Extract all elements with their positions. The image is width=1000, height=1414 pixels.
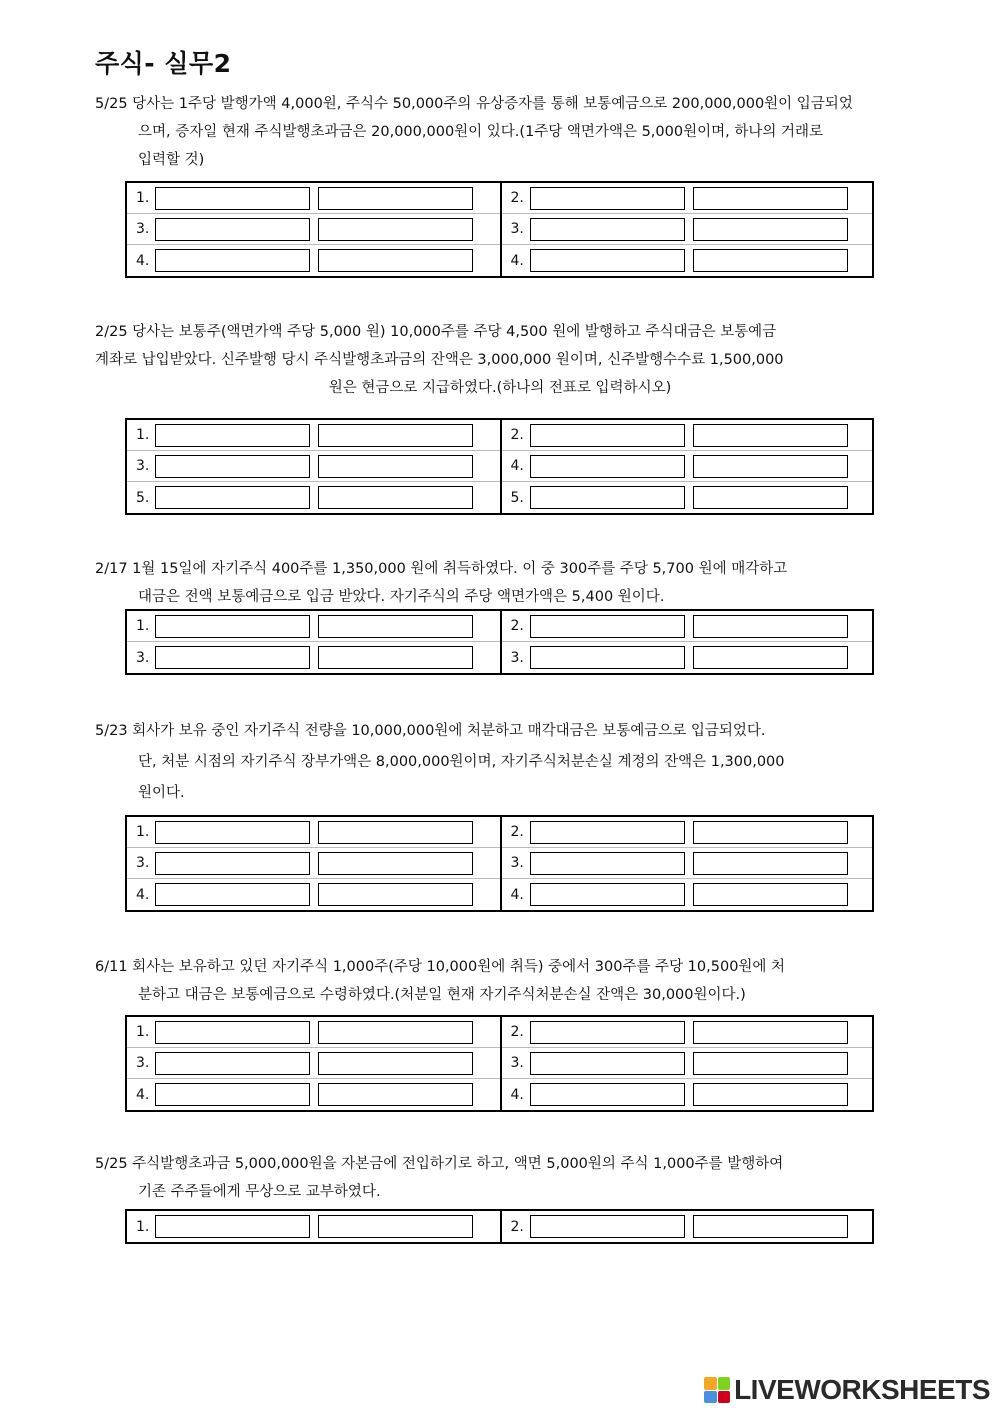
answer-row xyxy=(502,482,873,513)
row-number: 1. xyxy=(136,190,150,206)
debit-column xyxy=(127,1017,500,1110)
account-input[interactable] xyxy=(155,821,310,844)
question-line: 입력할 것) xyxy=(138,152,205,168)
amount-input[interactable] xyxy=(693,249,848,272)
amount-input[interactable] xyxy=(318,852,473,875)
account-input[interactable] xyxy=(530,218,685,241)
answer-row xyxy=(502,1211,873,1242)
row-number: 1. xyxy=(136,427,150,443)
question-line: 원이다. xyxy=(138,785,185,801)
row-number: 2. xyxy=(510,190,524,206)
answer-row xyxy=(502,1017,873,1048)
amount-input[interactable] xyxy=(693,187,848,210)
liveworksheets-logo xyxy=(704,1374,990,1406)
answer-row xyxy=(502,214,873,245)
row-number: 5. xyxy=(136,489,150,506)
account-input[interactable] xyxy=(530,1215,685,1238)
answer-row xyxy=(127,1211,500,1242)
credit-column xyxy=(500,817,873,910)
amount-input[interactable] xyxy=(693,218,848,241)
account-input[interactable] xyxy=(155,249,310,272)
answer-row xyxy=(127,1048,500,1079)
amount-input[interactable] xyxy=(318,1052,473,1075)
account-input[interactable] xyxy=(155,1052,310,1075)
row-number: 3. xyxy=(510,649,524,666)
amount-input[interactable] xyxy=(318,424,473,447)
answer-row xyxy=(502,611,873,642)
answer-row xyxy=(502,245,873,276)
question-5 xyxy=(95,953,905,1009)
answer-grid-5 xyxy=(125,1015,874,1112)
answer-row xyxy=(127,214,500,245)
account-input[interactable] xyxy=(155,1083,310,1106)
row-number: 4. xyxy=(136,252,150,269)
amount-input[interactable] xyxy=(318,187,473,210)
account-input[interactable] xyxy=(155,424,310,447)
account-input[interactable] xyxy=(530,249,685,272)
amount-input[interactable] xyxy=(693,615,848,638)
answer-row xyxy=(502,1048,873,1079)
logo-square xyxy=(704,1391,717,1404)
question-line: 분하고 대금은 보통예금으로 수령하였다.(처분일 현재 자기주식처분손실 잔액은 30,000원이다.) xyxy=(138,987,746,1003)
answer-row xyxy=(127,1017,500,1048)
row-number: 5. xyxy=(510,489,524,506)
logo-text: LIVEWORKSHEETS xyxy=(734,1374,990,1405)
answer-row xyxy=(127,879,500,910)
question-4 xyxy=(95,716,905,809)
account-input[interactable] xyxy=(530,883,685,906)
row-number: 2. xyxy=(510,618,524,634)
amount-input[interactable] xyxy=(693,852,848,875)
row-number: 1. xyxy=(136,1218,150,1235)
question-line: 원은 현금으로 지급하였다.(하나의 전표로 입력하시오) xyxy=(328,380,672,396)
account-input[interactable] xyxy=(155,852,310,875)
account-input[interactable] xyxy=(155,218,310,241)
debit-column xyxy=(127,817,500,910)
row-number: 4. xyxy=(510,886,524,903)
account-input[interactable] xyxy=(155,615,310,638)
amount-input[interactable] xyxy=(693,646,848,669)
row-number: 4. xyxy=(136,1086,150,1103)
answer-row xyxy=(502,642,873,673)
question-line: 2/25 당사는 보통주(액면가액 주당 5,000 원) 10,000주를 주당 4,500 원에 발행하고 주식대금은 보통예금 xyxy=(95,324,777,340)
row-number: 4. xyxy=(510,1086,524,1103)
account-input[interactable] xyxy=(530,1083,685,1106)
account-input[interactable] xyxy=(155,1021,310,1044)
question-line: 2/17 1월 15일에 자기주식 400주를 1,350,000 원에 취득하였다. 이 중 300주를 주당 5,700 원에 매각하고 xyxy=(95,561,788,577)
row-number: 1. xyxy=(136,618,150,634)
row-number: 4. xyxy=(510,458,524,474)
amount-input[interactable] xyxy=(693,1083,848,1106)
debit-column xyxy=(127,183,500,276)
answer-grid-6 xyxy=(125,1209,874,1244)
credit-column xyxy=(500,420,873,513)
credit-column xyxy=(500,1017,873,1110)
question-2 xyxy=(95,318,905,402)
amount-input[interactable] xyxy=(693,486,848,509)
row-number: 3. xyxy=(510,221,524,237)
amount-input[interactable] xyxy=(318,249,473,272)
amount-input[interactable] xyxy=(318,486,473,509)
question-line: 계좌로 납입받았다. 신주발행 당시 주식발행초과금의 잔액은 3,000,000 원이며, 신주발행수수료 1,500,000 xyxy=(95,352,784,368)
question-line: 으며, 증자일 현재 주식발행초과금은 20,000,000원이 있다.(1주당 액면가액은 5,000원이며, 하나의 거래로 xyxy=(138,124,823,140)
answer-row xyxy=(502,848,873,879)
answer-row xyxy=(127,245,500,276)
account-input[interactable] xyxy=(155,455,310,478)
account-input[interactable] xyxy=(530,615,685,638)
answer-grid-3 xyxy=(125,609,874,675)
row-number: 4. xyxy=(136,886,150,903)
answer-row xyxy=(502,1079,873,1110)
amount-input[interactable] xyxy=(318,1215,473,1238)
account-input[interactable] xyxy=(155,883,310,906)
logo-square xyxy=(718,1377,731,1390)
credit-column xyxy=(500,1211,873,1242)
question-line: 대금은 전액 보통예금으로 입금 받았다. 자기주식의 주당 액면가액은 5,400 원이다. xyxy=(138,589,665,605)
row-number: 2. xyxy=(510,1218,524,1235)
account-input[interactable] xyxy=(530,852,685,875)
amount-input[interactable] xyxy=(693,1021,848,1044)
logo-square xyxy=(718,1391,731,1404)
page-title: 주식- 실무2 xyxy=(95,49,232,78)
amount-input[interactable] xyxy=(318,1083,473,1106)
row-number: 1. xyxy=(136,824,150,840)
account-input[interactable] xyxy=(530,424,685,447)
account-input[interactable] xyxy=(530,1021,685,1044)
amount-input[interactable] xyxy=(693,883,848,906)
debit-column xyxy=(127,611,500,673)
amount-input[interactable] xyxy=(693,424,848,447)
logo-square xyxy=(704,1377,717,1390)
row-number: 2. xyxy=(510,1024,524,1040)
row-number: 3. xyxy=(510,855,524,871)
question-line: 5/25 주식발행초과금 5,000,000원을 자본금에 전입하기로 하고, 액면 5,000원의 주식 1,000주를 발행하여 xyxy=(95,1156,784,1172)
row-number: 3. xyxy=(136,458,150,474)
row-number: 3. xyxy=(510,1055,524,1071)
amount-input[interactable] xyxy=(318,646,473,669)
question-line: 5/23 회사가 보유 중인 자기주식 전량을 10,000,000원에 처분하고 매각대금은 보통예금으로 입금되었다. xyxy=(95,723,766,739)
account-input[interactable] xyxy=(530,187,685,210)
amount-input[interactable] xyxy=(318,883,473,906)
answer-row xyxy=(127,611,500,642)
answer-row xyxy=(127,451,500,482)
question-3 xyxy=(95,555,905,611)
amount-input[interactable] xyxy=(693,455,848,478)
account-input[interactable] xyxy=(530,455,685,478)
answer-row xyxy=(502,183,873,214)
amount-input[interactable] xyxy=(318,1021,473,1044)
amount-input[interactable] xyxy=(693,1215,848,1238)
account-input[interactable] xyxy=(155,187,310,210)
row-number: 3. xyxy=(136,221,150,237)
account-input[interactable] xyxy=(530,646,685,669)
amount-input[interactable] xyxy=(318,615,473,638)
debit-column xyxy=(127,420,500,513)
credit-column xyxy=(500,611,873,673)
logo-mark-icon xyxy=(704,1377,730,1403)
account-input[interactable] xyxy=(155,486,310,509)
answer-row xyxy=(127,848,500,879)
answer-grid-2 xyxy=(125,418,874,515)
question-line: 5/25 당사는 1주당 발행가액 4,000원, 주식수 50,000주의 유상증자를 통해 보통예금으로 200,000,000원이 입금되었 xyxy=(95,96,853,112)
question-1 xyxy=(95,90,905,174)
row-number: 1. xyxy=(136,1024,150,1040)
row-number: 3. xyxy=(136,855,150,871)
answer-row xyxy=(502,879,873,910)
row-number: 2. xyxy=(510,824,524,840)
account-input[interactable] xyxy=(530,1052,685,1075)
answer-row xyxy=(127,183,500,214)
question-line: 단, 처분 시점의 자기주식 장부가액은 8,000,000원이며, 자기주식처분손실 계정의 잔액은 1,300,000 xyxy=(138,754,785,770)
account-input[interactable] xyxy=(155,646,310,669)
amount-input[interactable] xyxy=(318,218,473,241)
row-number: 3. xyxy=(136,649,150,666)
amount-input[interactable] xyxy=(318,455,473,478)
row-number: 4. xyxy=(510,252,524,269)
answer-row xyxy=(502,817,873,848)
answer-row xyxy=(127,420,500,451)
answer-grid-1 xyxy=(125,181,874,278)
answer-row xyxy=(127,817,500,848)
credit-column xyxy=(500,183,873,276)
question-6 xyxy=(95,1150,905,1206)
account-input[interactable] xyxy=(530,821,685,844)
account-input[interactable] xyxy=(155,1215,310,1238)
answer-row xyxy=(502,451,873,482)
answer-row xyxy=(127,482,500,513)
amount-input[interactable] xyxy=(693,1052,848,1075)
amount-input[interactable] xyxy=(318,821,473,844)
row-number: 3. xyxy=(136,1055,150,1071)
row-number: 2. xyxy=(510,427,524,443)
question-line: 기존 주주들에게 무상으로 교부하였다. xyxy=(138,1184,381,1200)
debit-column xyxy=(127,1211,500,1242)
account-input[interactable] xyxy=(530,486,685,509)
question-line: 6/11 회사는 보유하고 있던 자기주식 1,000주(주당 10,000원에 취득) 중에서 300주를 주당 10,500원에 처 xyxy=(95,959,786,975)
answer-row xyxy=(127,642,500,673)
answer-row xyxy=(502,420,873,451)
amount-input[interactable] xyxy=(693,821,848,844)
answer-row xyxy=(127,1079,500,1110)
answer-grid-4 xyxy=(125,815,874,912)
